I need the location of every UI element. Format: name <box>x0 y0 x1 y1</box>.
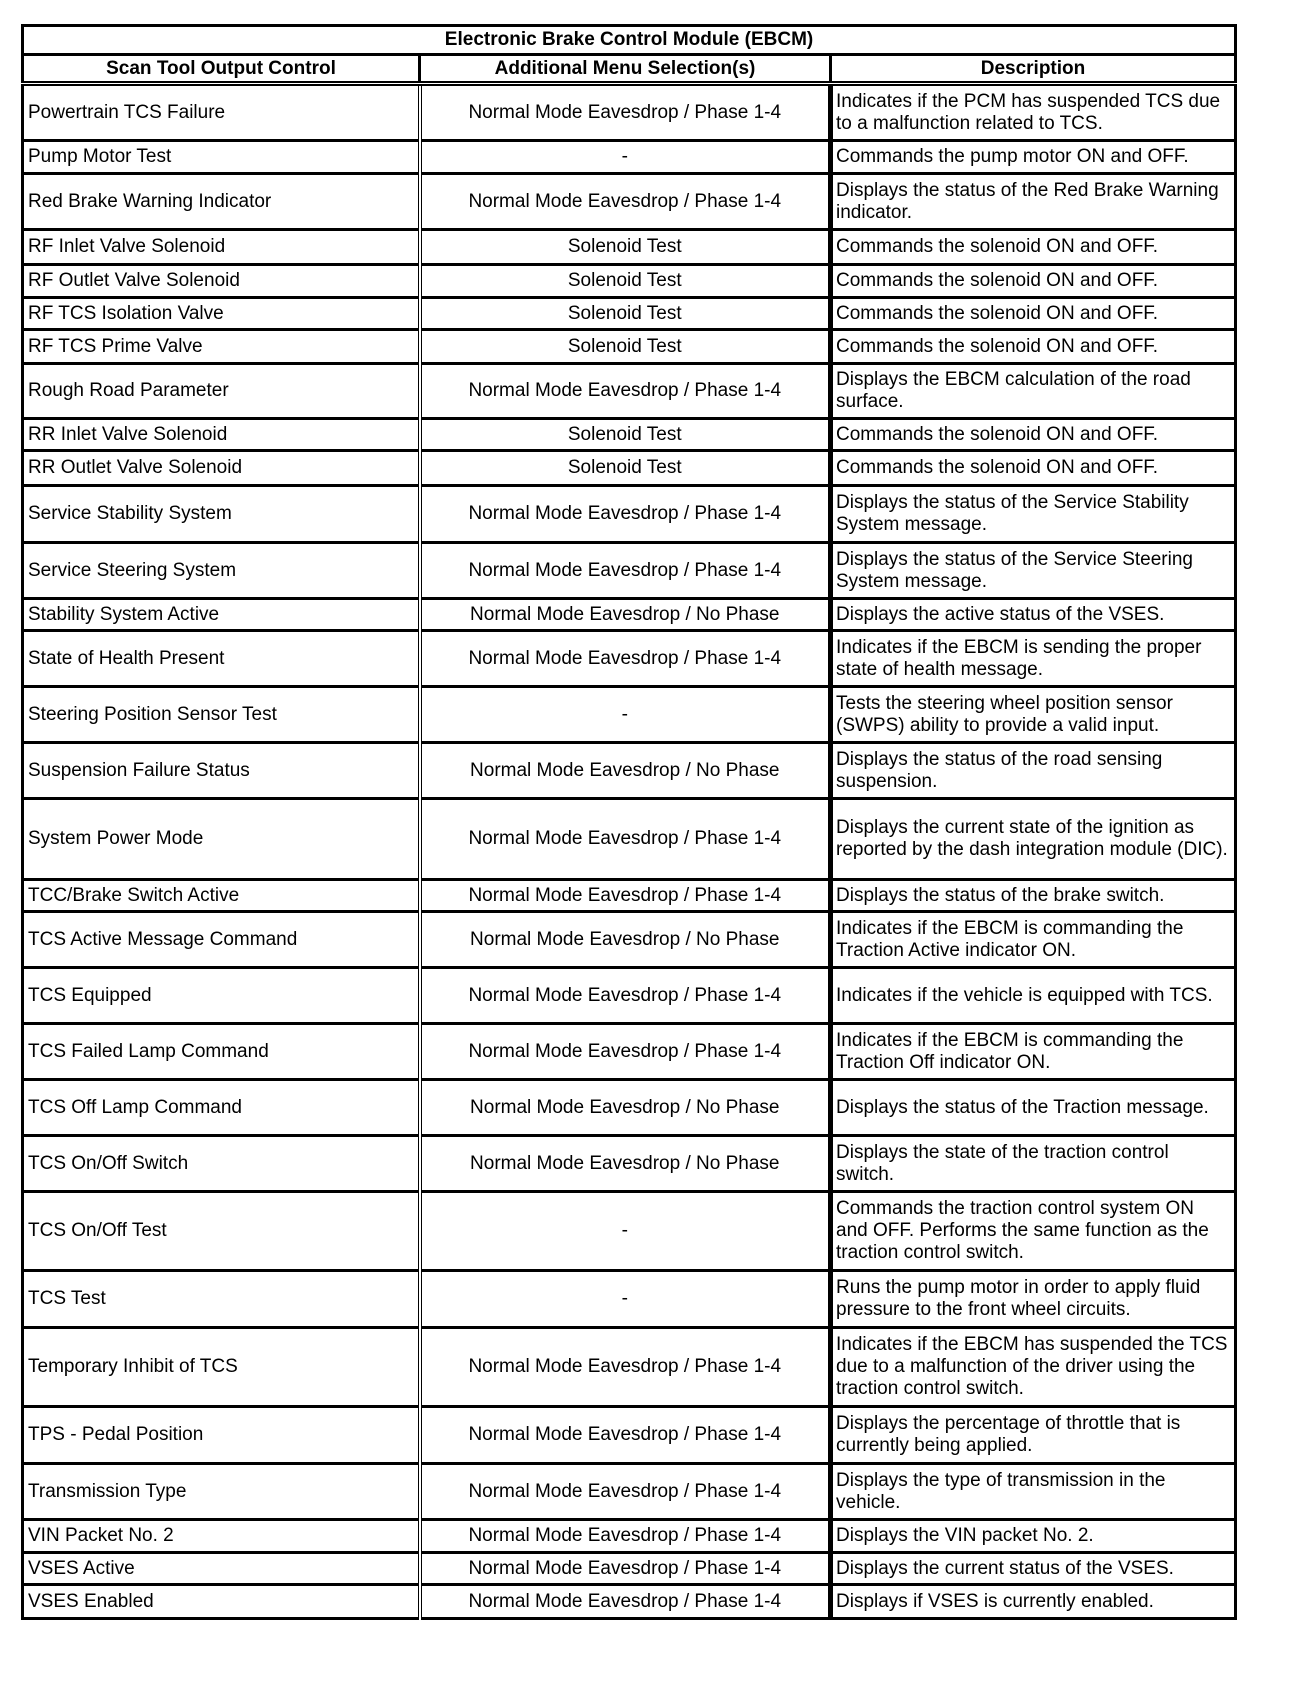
description-cell: Displays the status of the Traction message. <box>831 1080 1236 1136</box>
control-cell: TCC/Brake Switch Active <box>23 880 420 912</box>
table-title-row <box>23 26 1236 55</box>
description-cell: Commands the solenoid ON and OFF. <box>831 451 1236 486</box>
control-cell: Rough Road Parameter <box>23 364 420 419</box>
control-cell: RF Inlet Valve Solenoid <box>23 230 420 265</box>
control-cell: RR Outlet Valve Solenoid <box>23 451 420 486</box>
table-row <box>23 1464 1236 1520</box>
description-cell: Displays the current state of the ignition as reported by the dash integration module (DIC). <box>831 799 1236 880</box>
description-cell: Displays the percentage of throttle that is currently being applied. <box>831 1407 1236 1464</box>
description-cell: Displays the status of the Service Stability System message. <box>831 486 1236 543</box>
control-cell: RF Outlet Valve Solenoid <box>23 265 420 298</box>
column-header-additional-menu-selections: Additional Menu Selection(s) <box>420 55 831 84</box>
control-cell: RR Inlet Valve Solenoid <box>23 419 420 451</box>
menu-selection-cell: - <box>420 141 831 174</box>
description-cell: Indicates if the vehicle is equipped with TCS. <box>831 968 1236 1024</box>
table-row <box>23 298 1236 330</box>
control-cell: VSES Active <box>23 1553 420 1585</box>
menu-selection-cell: Normal Mode Eavesdrop / Phase 1-4 <box>420 364 831 419</box>
description-cell: Indicates if the EBCM is sending the proper state of health message. <box>831 631 1236 687</box>
table-row <box>23 968 1236 1024</box>
control-cell: Temporary Inhibit of TCS <box>23 1328 420 1407</box>
control-cell: Suspension Failure Status <box>23 743 420 799</box>
menu-selection-cell: Normal Mode Eavesdrop / No Phase <box>420 743 831 799</box>
table-row <box>23 631 1236 687</box>
control-cell: Service Stability System <box>23 486 420 543</box>
table-row <box>23 687 1236 743</box>
table-row <box>23 1553 1236 1585</box>
menu-selection-cell: Normal Mode Eavesdrop / Phase 1-4 <box>420 543 831 599</box>
table-row <box>23 419 1236 451</box>
description-cell: Indicates if the EBCM is commanding the Traction Off indicator ON. <box>831 1024 1236 1080</box>
description-cell: Displays the type of transmission in the vehicle. <box>831 1464 1236 1520</box>
table-row <box>23 1024 1236 1080</box>
table-row <box>23 1585 1236 1619</box>
description-cell: Displays the status of the Red Brake Warning indicator. <box>831 174 1236 230</box>
description-cell: Displays the status of the brake switch. <box>831 880 1236 912</box>
menu-selection-cell: Normal Mode Eavesdrop / Phase 1-4 <box>420 1328 831 1407</box>
table-row <box>23 1407 1236 1464</box>
description-cell: Indicates if the EBCM is commanding the Traction Active indicator ON. <box>831 912 1236 968</box>
control-cell: Pump Motor Test <box>23 141 420 174</box>
description-cell: Commands the solenoid ON and OFF. <box>831 419 1236 451</box>
table-row <box>23 451 1236 486</box>
table-row <box>23 1080 1236 1136</box>
table-row <box>23 364 1236 419</box>
description-cell: Displays the state of the traction control switch. <box>831 1136 1236 1192</box>
menu-selection-cell: Normal Mode Eavesdrop / No Phase <box>420 599 831 631</box>
description-cell: Runs the pump motor in order to apply fluid pressure to the front wheel circuits. <box>831 1271 1236 1328</box>
control-cell: TCS On/Off Switch <box>23 1136 420 1192</box>
description-cell: Commands the solenoid ON and OFF. <box>831 265 1236 298</box>
table-row <box>23 1136 1236 1192</box>
menu-selection-cell: - <box>420 1271 831 1328</box>
control-cell: TCS Off Lamp Command <box>23 1080 420 1136</box>
description-cell: Commands the solenoid ON and OFF. <box>831 330 1236 364</box>
description-cell: Displays the status of the road sensing suspension. <box>831 743 1236 799</box>
control-cell: Steering Position Sensor Test <box>23 687 420 743</box>
menu-selection-cell: Solenoid Test <box>420 419 831 451</box>
control-cell: RF TCS Isolation Valve <box>23 298 420 330</box>
control-cell: TCS Failed Lamp Command <box>23 1024 420 1080</box>
table-row <box>23 799 1236 880</box>
table-row <box>23 84 1236 141</box>
menu-selection-cell: - <box>420 1192 831 1271</box>
table-row <box>23 330 1236 364</box>
menu-selection-cell: Normal Mode Eavesdrop / Phase 1-4 <box>420 1553 831 1585</box>
menu-selection-cell: Normal Mode Eavesdrop / No Phase <box>420 1136 831 1192</box>
menu-selection-cell: Normal Mode Eavesdrop / Phase 1-4 <box>420 84 831 141</box>
menu-selection-cell: Normal Mode Eavesdrop / Phase 1-4 <box>420 486 831 543</box>
menu-selection-cell: Normal Mode Eavesdrop / Phase 1-4 <box>420 880 831 912</box>
table-row <box>23 1328 1236 1407</box>
description-cell: Indicates if the PCM has suspended TCS due to a malfunction related to TCS. <box>831 84 1236 141</box>
table-row <box>23 1192 1236 1271</box>
table-row <box>23 174 1236 230</box>
description-cell: Commands the pump motor ON and OFF. <box>831 141 1236 174</box>
menu-selection-cell: Solenoid Test <box>420 265 831 298</box>
menu-selection-cell: Normal Mode Eavesdrop / Phase 1-4 <box>420 799 831 880</box>
menu-selection-cell: - <box>420 687 831 743</box>
control-cell: TCS On/Off Test <box>23 1192 420 1271</box>
menu-selection-cell: Normal Mode Eavesdrop / Phase 1-4 <box>420 1520 831 1553</box>
menu-selection-cell: Solenoid Test <box>420 298 831 330</box>
control-cell: VSES Enabled <box>23 1585 420 1619</box>
column-header-description: Description <box>831 55 1236 84</box>
table-row <box>23 486 1236 543</box>
description-cell: Displays the active status of the VSES. <box>831 599 1236 631</box>
description-cell: Displays the status of the Service Steering System message. <box>831 543 1236 599</box>
table-row <box>23 141 1236 174</box>
ebcm-output-control-table <box>21 24 1237 1620</box>
control-cell: TCS Equipped <box>23 968 420 1024</box>
menu-selection-cell: Normal Mode Eavesdrop / Phase 1-4 <box>420 631 831 687</box>
description-cell: Indicates if the EBCM has suspended the TCS due to a malfunction of the driver using the traction control switch. <box>831 1328 1236 1407</box>
control-cell: System Power Mode <box>23 799 420 880</box>
description-cell: Commands the solenoid ON and OFF. <box>831 230 1236 265</box>
control-cell: Powertrain TCS Failure <box>23 84 420 141</box>
menu-selection-cell: Normal Mode Eavesdrop / No Phase <box>420 1080 831 1136</box>
control-cell: TCS Active Message Command <box>23 912 420 968</box>
table-row <box>23 1520 1236 1553</box>
description-cell: Commands the solenoid ON and OFF. <box>831 298 1236 330</box>
menu-selection-cell: Solenoid Test <box>420 330 831 364</box>
menu-selection-cell: Normal Mode Eavesdrop / Phase 1-4 <box>420 968 831 1024</box>
description-cell: Displays if VSES is currently enabled. <box>831 1585 1236 1619</box>
table-row <box>23 880 1236 912</box>
control-cell: State of Health Present <box>23 631 420 687</box>
description-cell: Commands the traction control system ON and OFF. Performs the same function as the traction control switch. <box>831 1192 1236 1271</box>
menu-selection-cell: Solenoid Test <box>420 451 831 486</box>
table-row <box>23 599 1236 631</box>
menu-selection-cell: Normal Mode Eavesdrop / Phase 1-4 <box>420 1585 831 1619</box>
table-row <box>23 265 1236 298</box>
description-cell: Tests the steering wheel position sensor (SWPS) ability to provide a valid input. <box>831 687 1236 743</box>
table-row <box>23 743 1236 799</box>
table-row <box>23 230 1236 265</box>
control-cell: Transmission Type <box>23 1464 420 1520</box>
description-cell: Displays the current status of the VSES. <box>831 1553 1236 1585</box>
table-body <box>23 84 1236 1619</box>
control-cell: Stability System Active <box>23 599 420 631</box>
menu-selection-cell: Normal Mode Eavesdrop / No Phase <box>420 912 831 968</box>
menu-selection-cell: Normal Mode Eavesdrop / Phase 1-4 <box>420 1464 831 1520</box>
control-cell: RF TCS Prime Valve <box>23 330 420 364</box>
control-cell: Service Steering System <box>23 543 420 599</box>
control-cell: Red Brake Warning Indicator <box>23 174 420 230</box>
description-cell: Displays the EBCM calculation of the road surface. <box>831 364 1236 419</box>
menu-selection-cell: Normal Mode Eavesdrop / Phase 1-4 <box>420 174 831 230</box>
column-header-scan-tool-output-control: Scan Tool Output Control <box>23 55 420 84</box>
control-cell: TCS Test <box>23 1271 420 1328</box>
table-header-row <box>23 55 1236 84</box>
description-cell: Displays the VIN packet No. 2. <box>831 1520 1236 1553</box>
menu-selection-cell: Normal Mode Eavesdrop / Phase 1-4 <box>420 1024 831 1080</box>
table-row <box>23 543 1236 599</box>
table-row <box>23 912 1236 968</box>
menu-selection-cell: Solenoid Test <box>420 230 831 265</box>
control-cell: VIN Packet No. 2 <box>23 1520 420 1553</box>
table-title: Electronic Brake Control Module (EBCM) <box>23 26 1236 55</box>
menu-selection-cell: Normal Mode Eavesdrop / Phase 1-4 <box>420 1407 831 1464</box>
table-row <box>23 1271 1236 1328</box>
control-cell: TPS - Pedal Position <box>23 1407 420 1464</box>
